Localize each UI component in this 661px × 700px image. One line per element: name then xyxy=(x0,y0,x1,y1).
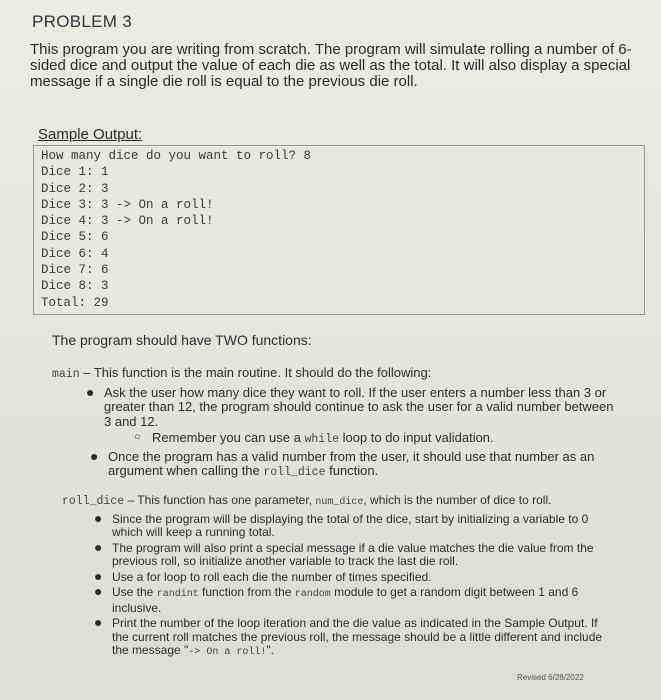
roll-dice-section xyxy=(62,494,622,660)
main-sub-post: loop to do input validation. xyxy=(338,430,494,445)
main-desc: – This function is the main routine. It should do the following: xyxy=(79,365,432,380)
roll-dice-heading xyxy=(62,494,622,510)
main-b2-code: roll_dice xyxy=(263,466,326,479)
roll-dice-desc-post: , which is the number of dice to roll. xyxy=(363,493,552,507)
roll-b2: The program will also print a special message if a die value matches the die value from the previous roll, so initialize another variable to track the last die roll. xyxy=(112,540,594,568)
sample-line: Dice 1: 1 xyxy=(41,165,109,180)
list-item xyxy=(94,538,612,569)
main-heading xyxy=(52,366,632,383)
sample-line: Dice 6: 4 xyxy=(41,246,109,261)
bullet-icon: ● xyxy=(90,447,99,464)
functions-intro: The program should have TWO functions: xyxy=(52,332,312,348)
main-b2-post: function. xyxy=(325,463,379,478)
roll-b4-code1: randint xyxy=(156,589,199,600)
bullet-icon: ● xyxy=(94,509,103,526)
roll-b4-pre: Use the xyxy=(112,585,157,599)
revised-date: Revised 6/28/2022 xyxy=(517,673,584,682)
main-sub-pre: Remember you can use a xyxy=(152,430,305,445)
roll-dice-desc-pre: – This function has one parameter, xyxy=(124,493,316,507)
sample-line: Dice 7: 6 xyxy=(41,263,109,278)
roll-dice-desc-code: num_dice xyxy=(315,497,364,508)
bullet-icon: ● xyxy=(94,583,103,599)
roll-b5-pre: Print the number of the loop iteration and the die value as indicated in the Sample Output. If the current roll matches the previous roll, the message should be a little different and include the message " xyxy=(112,616,603,657)
sample-line: Total: 29 xyxy=(41,295,109,310)
sample-line: How many dice do you want to roll? 8 xyxy=(41,149,312,163)
sample-line: Dice 2: 3 xyxy=(41,181,109,196)
main-b2-pre: Once the program has a valid number from the user, it should use that number as an argument when calling the xyxy=(108,448,595,478)
main-sub-code: while xyxy=(304,433,339,446)
sample-output-box xyxy=(33,145,645,315)
roll-dice-name: roll_dice xyxy=(62,495,125,508)
list-item xyxy=(94,567,612,585)
list-item xyxy=(134,430,632,448)
bullet-icon: ● xyxy=(94,567,103,584)
sample-line: Dice 4: 3 -> On a roll! xyxy=(41,214,214,229)
problem-title: PROBLEM 3 xyxy=(32,12,133,31)
list-item xyxy=(94,583,612,615)
roll-b5-post: ". xyxy=(266,643,274,657)
bullet-icon: ● xyxy=(86,383,95,400)
main-bullet-1: Ask the user how many dice they want to roll. If the user enters a number less than 3 or greater than 12, the program should continue to ask the user for a valid number between 3 and 12. xyxy=(104,384,614,429)
bullet-icon: ● xyxy=(94,614,103,630)
list-item xyxy=(90,447,608,481)
main-section xyxy=(52,366,632,481)
main-subbullets xyxy=(134,430,632,448)
main-bullets-2 xyxy=(90,447,608,481)
roll-b4-code2: random xyxy=(294,589,331,600)
roll-b5-code: -> On a roll! xyxy=(188,647,267,658)
roll-dice-bullets xyxy=(94,509,612,660)
sample-line: Dice 8: 3 xyxy=(41,279,109,294)
sample-line: Dice 5: 6 xyxy=(41,230,109,245)
bullet-icon: ● xyxy=(94,538,103,555)
roll-b4-post: module to get a random digit between 1 and 6 inclusive. xyxy=(112,585,579,615)
roll-b4-mid: function from the xyxy=(198,585,295,599)
main-bullets xyxy=(86,383,624,430)
list-item xyxy=(86,383,624,430)
list-item xyxy=(94,614,612,660)
roll-b1: Since the program will be displaying the total of the dice, start by initializing a variable to 0 which will keep a running total. xyxy=(112,511,589,539)
sample-output-label: Sample Output: xyxy=(38,126,143,143)
problem-intro: This program you are writing from scratch. The program will simulate rolling a number of 6-sided dice and output the value of each die as well as the total. It will also display a special message if a single die roll is equal to the previous die roll. xyxy=(30,41,632,90)
list-item xyxy=(94,509,612,540)
circle-bullet-icon: ○ xyxy=(134,431,141,443)
roll-b3: Use a for loop to roll each die the number of times specified. xyxy=(112,569,432,584)
main-name: main xyxy=(52,368,80,381)
sample-line: Dice 3: 3 -> On a roll! xyxy=(41,197,214,212)
